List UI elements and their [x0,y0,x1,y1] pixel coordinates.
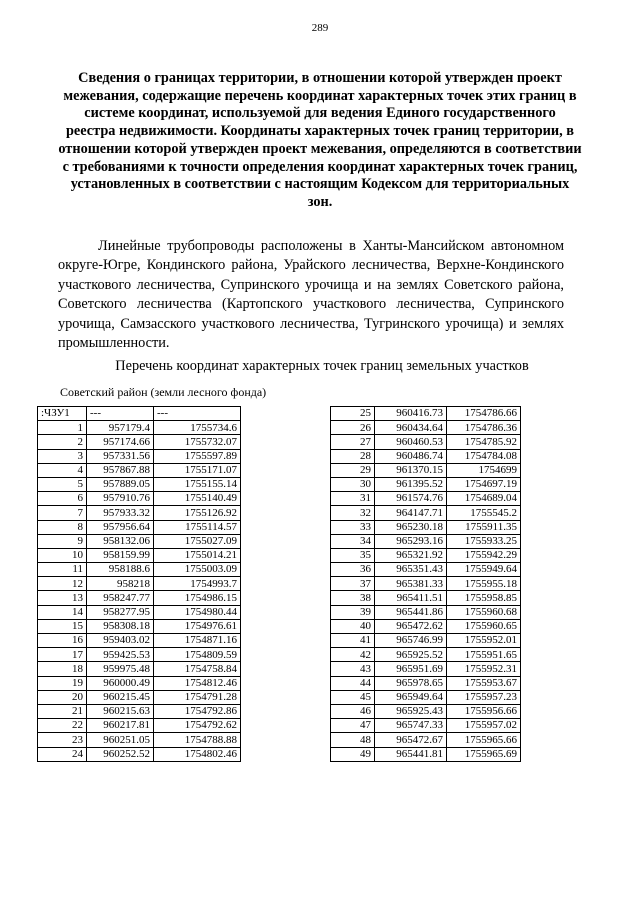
table-row [38,719,241,733]
table-row [331,605,521,619]
point-number-cell: 14 [38,605,87,619]
point-number-cell: 45 [331,690,375,704]
y-coordinate-cell: 1755965.69 [447,747,521,761]
x-coordinate-cell: 965321.92 [375,548,447,562]
y-coordinate-cell: 1755732.07 [154,435,241,449]
point-number-cell: 44 [331,676,375,690]
header-cell: :ЧЗУ1 [38,407,87,421]
y-coordinate-cell: 1754976.61 [154,619,241,633]
x-coordinate-cell: 965411.51 [375,591,447,605]
table-row [38,548,241,562]
y-coordinate-cell: 1755734.6 [154,421,241,435]
y-coordinate-cell: 1754697.19 [447,477,521,491]
y-coordinate-cell: 1755958.85 [447,591,521,605]
point-number-cell: 4 [38,463,87,477]
point-number-cell: 9 [38,534,87,548]
table-row [331,747,521,761]
table-row [331,548,521,562]
x-coordinate-cell: 960434.64 [375,421,447,435]
page-number: 289 [311,22,329,34]
point-number-cell: 41 [331,634,375,648]
y-coordinate-cell: 1755952.31 [447,662,521,676]
coordinates-table-left [37,406,241,762]
table-row [38,506,241,520]
point-number-cell: 24 [38,747,87,761]
point-number-cell: 48 [331,733,375,747]
table-row [38,690,241,704]
y-coordinate-cell: 1754786.36 [447,421,521,435]
table-row [38,619,241,633]
table-row [331,577,521,591]
point-number-cell: 29 [331,463,375,477]
x-coordinate-cell: 965949.64 [375,690,447,704]
coordinates-subheading: Перечень координат характерных точек границ земельных участков [115,358,529,374]
y-coordinate-cell: 1754993.7 [154,577,241,591]
x-coordinate-cell: 958188.6 [87,563,154,577]
y-coordinate-cell: 1755171.07 [154,463,241,477]
x-coordinate-cell: 957174.66 [87,435,154,449]
x-coordinate-cell: 957867.88 [87,463,154,477]
y-coordinate-cell: 1754785.92 [447,435,521,449]
x-coordinate-cell: 960252.52 [87,747,154,761]
y-coordinate-cell: 1755960.65 [447,619,521,633]
y-coordinate-cell: 1755957.23 [447,690,521,704]
x-coordinate-cell: 965978.65 [375,676,447,690]
table-row [38,477,241,491]
y-coordinate-cell: 1755114.57 [154,520,241,534]
y-coordinate-cell: 1755014.21 [154,548,241,562]
x-coordinate-cell: 965441.86 [375,605,447,619]
point-number-cell: 18 [38,662,87,676]
table-row [331,719,521,733]
table-row [38,733,241,747]
table-row [331,648,521,662]
y-coordinate-cell: 1755956.66 [447,704,521,718]
point-number-cell: 11 [38,563,87,577]
y-coordinate-cell: 1754791.28 [154,690,241,704]
x-coordinate-cell: 957331.56 [87,449,154,463]
table-row [38,520,241,534]
y-coordinate-cell: 1755955.18 [447,577,521,591]
point-number-cell: 8 [38,520,87,534]
point-number-cell: 25 [331,407,375,421]
table-row [331,733,521,747]
intro-paragraph: Линейные трубопроводы расположены в Ханты-Мансийском автономном округе-Югре, Кондинского района, Урайского лесничества, Верхне-Кондинского участкового лесничества, Супринского урочища и на землях Советского района, Советского лесничества (Картопского участкового лесничества, Супринского урочища, Самзасского участкового лесничества, Тугринского урочища) и землях промышленности. [58,238,564,352]
y-coordinate-cell: 1754802.46 [154,747,241,761]
point-number-cell: 2 [38,435,87,449]
district-label: Советский район (земли лесного фонда) [60,385,267,399]
point-number-cell: 49 [331,747,375,761]
x-coordinate-cell: 960416.73 [375,407,447,421]
point-number-cell: 1 [38,421,87,435]
x-coordinate-cell: 958132.06 [87,534,154,548]
point-number-cell: 37 [331,577,375,591]
point-number-cell: 27 [331,435,375,449]
point-number-cell: 6 [38,492,87,506]
y-coordinate-cell: 1755027.09 [154,534,241,548]
y-coordinate-cell: 1754986.15 [154,591,241,605]
y-coordinate-cell: 1754792.62 [154,719,241,733]
y-coordinate-cell: 1755126.92 [154,506,241,520]
x-coordinate-cell: 960000.49 [87,676,154,690]
y-coordinate-cell: 1755965.66 [447,733,521,747]
y-coordinate-cell: 1755545.2 [447,506,521,520]
table-row [38,534,241,548]
table-row [331,690,521,704]
y-coordinate-cell: 1755960.68 [447,605,521,619]
table-row [331,634,521,648]
table-row [331,449,521,463]
table-row [38,563,241,577]
table-row [331,534,521,548]
y-coordinate-cell: 1755942.29 [447,548,521,562]
y-coordinate-cell: 1755949.64 [447,563,521,577]
table-row [331,435,521,449]
point-number-cell: 15 [38,619,87,633]
x-coordinate-cell: 965747.33 [375,719,447,733]
x-coordinate-cell: 959425.53 [87,648,154,662]
point-number-cell: 21 [38,704,87,718]
y-coordinate-cell: 1755911.35 [447,520,521,534]
y-coordinate-cell: 1754758.84 [154,662,241,676]
x-coordinate-cell: 961370.15 [375,463,447,477]
point-number-cell: 7 [38,506,87,520]
x-coordinate-cell: 965351.43 [375,563,447,577]
x-coordinate-cell: 960215.45 [87,690,154,704]
point-number-cell: 12 [38,577,87,591]
table-row [331,520,521,534]
table-row [331,591,521,605]
table-row [38,492,241,506]
x-coordinate-cell: 965746.99 [375,634,447,648]
x-coordinate-cell: 960251.05 [87,733,154,747]
table-row [331,463,521,477]
y-coordinate-cell: 1755951.65 [447,648,521,662]
table-row [331,563,521,577]
point-number-cell: 5 [38,477,87,491]
y-coordinate-cell: 1755140.49 [154,492,241,506]
x-coordinate-cell: 965951.69 [375,662,447,676]
point-number-cell: 46 [331,704,375,718]
y-coordinate-cell: 1754871.16 [154,634,241,648]
x-coordinate-cell: 965925.52 [375,648,447,662]
x-coordinate-cell: 964147.71 [375,506,447,520]
table-row [331,477,521,491]
table-row [331,704,521,718]
x-coordinate-cell: 958159.99 [87,548,154,562]
x-coordinate-cell: 965925.43 [375,704,447,718]
point-number-cell: 20 [38,690,87,704]
table-row [38,421,241,435]
x-coordinate-cell: 958277.95 [87,605,154,619]
y-coordinate-cell: 1755952.01 [447,634,521,648]
y-coordinate-cell: 1755155.14 [154,477,241,491]
table-row [331,662,521,676]
table-row [38,449,241,463]
document-heading: Сведения о границах территории, в отношении которой утвержден проект межевания, содержащие перечень координат характерных точек этих границ в системе координат, используемой для ведения Единого государственного реестра недвижимости. Координаты характерных точек границ территории, в отношении которой утвержден проект межевания, определяются в соответствии с требованиями к точности определения координат характерных точек границ, установленных в соответствии с настоящим Кодексом для территориальных зон. [58,70,582,210]
point-number-cell: 47 [331,719,375,733]
y-coordinate-cell: 1754786.66 [447,407,521,421]
x-coordinate-cell: 957910.76 [87,492,154,506]
table-row [331,676,521,690]
table-row [331,492,521,506]
x-coordinate-cell: 957956.64 [87,520,154,534]
x-coordinate-cell: 961395.52 [375,477,447,491]
x-coordinate-cell: 961574.76 [375,492,447,506]
point-number-cell: 38 [331,591,375,605]
table-row [38,577,241,591]
x-coordinate-cell: 960486.74 [375,449,447,463]
point-number-cell: 33 [331,520,375,534]
point-number-cell: 43 [331,662,375,676]
point-number-cell: 23 [38,733,87,747]
point-number-cell: 10 [38,548,87,562]
x-coordinate-cell: 959403.02 [87,634,154,648]
y-coordinate-cell: 1754784.08 [447,449,521,463]
y-coordinate-cell: 1755003.09 [154,563,241,577]
table-row [38,591,241,605]
table-row [331,407,521,421]
x-coordinate-cell: 960460.53 [375,435,447,449]
y-coordinate-cell: 1755933.25 [447,534,521,548]
y-coordinate-cell: 1754792.86 [154,704,241,718]
point-number-cell: 13 [38,591,87,605]
table-row [38,704,241,718]
table-row [38,463,241,477]
y-coordinate-cell: 1754812.46 [154,676,241,690]
x-coordinate-cell: 958218 [87,577,154,591]
point-number-cell: 26 [331,421,375,435]
x-coordinate-cell: 959975.48 [87,662,154,676]
x-coordinate-cell: 957933.32 [87,506,154,520]
point-number-cell: 31 [331,492,375,506]
point-number-cell: 42 [331,648,375,662]
y-coordinate-cell: 1754699 [447,463,521,477]
point-number-cell: 30 [331,477,375,491]
point-number-cell: 36 [331,563,375,577]
x-coordinate-cell: 965472.62 [375,619,447,633]
point-number-cell: 32 [331,506,375,520]
point-number-cell: 3 [38,449,87,463]
header-cell: --- [154,407,241,421]
y-coordinate-cell: 1755597.89 [154,449,241,463]
x-coordinate-cell: 965472.67 [375,733,447,747]
point-number-cell: 19 [38,676,87,690]
y-coordinate-cell: 1754809.59 [154,648,241,662]
table-header-row [38,407,241,421]
table-row [38,634,241,648]
point-number-cell: 35 [331,548,375,562]
header-cell: --- [87,407,154,421]
table-row [38,648,241,662]
y-coordinate-cell: 1754788.88 [154,733,241,747]
point-number-cell: 22 [38,719,87,733]
point-number-cell: 40 [331,619,375,633]
y-coordinate-cell: 1755953.67 [447,676,521,690]
x-coordinate-cell: 965293.16 [375,534,447,548]
table-row [331,619,521,633]
table-row [38,662,241,676]
x-coordinate-cell: 958247.77 [87,591,154,605]
x-coordinate-cell: 965381.33 [375,577,447,591]
table-row [331,421,521,435]
x-coordinate-cell: 965441.81 [375,747,447,761]
point-number-cell: 17 [38,648,87,662]
table-row [38,747,241,761]
table-row [38,605,241,619]
x-coordinate-cell: 958308.18 [87,619,154,633]
x-coordinate-cell: 960217.81 [87,719,154,733]
x-coordinate-cell: 957889.05 [87,477,154,491]
coordinates-table-right [330,406,521,762]
x-coordinate-cell: 960215.63 [87,704,154,718]
x-coordinate-cell: 957179.4 [87,421,154,435]
table-row [38,435,241,449]
point-number-cell: 34 [331,534,375,548]
x-coordinate-cell: 965230.18 [375,520,447,534]
y-coordinate-cell: 1755957.02 [447,719,521,733]
table-row [38,676,241,690]
table-row [331,506,521,520]
point-number-cell: 39 [331,605,375,619]
y-coordinate-cell: 1754689.04 [447,492,521,506]
point-number-cell: 16 [38,634,87,648]
y-coordinate-cell: 1754980.44 [154,605,241,619]
point-number-cell: 28 [331,449,375,463]
